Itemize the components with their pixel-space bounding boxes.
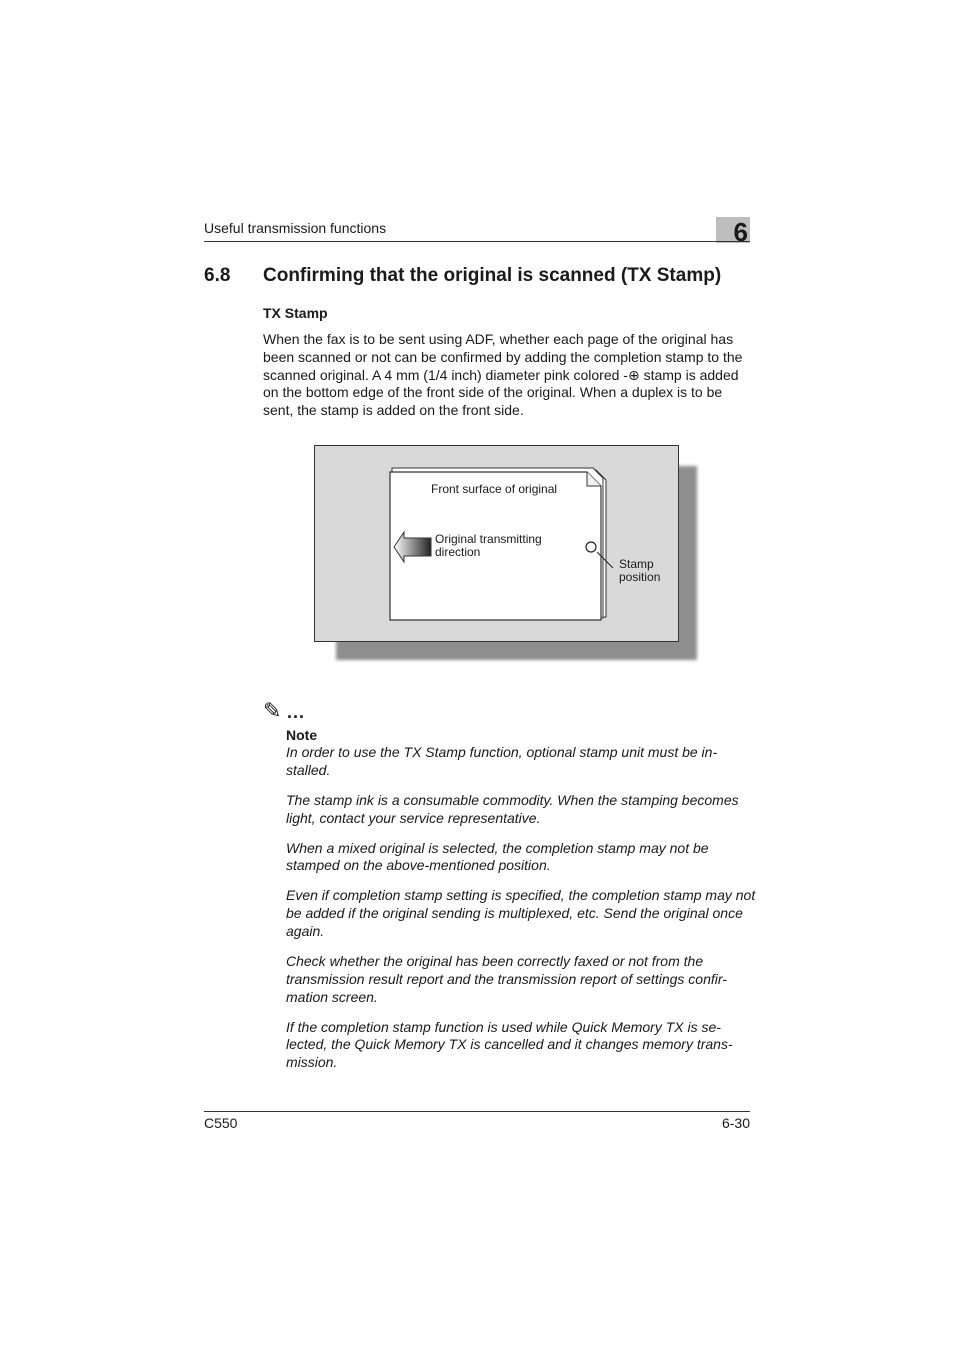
note-label: Note	[286, 727, 318, 743]
note-list	[286, 744, 756, 1084]
chapter-number-badge: 6	[716, 217, 750, 243]
body-paragraph: When the fax is to be sent using ADF, whether each page of the original has been scanned or not can be confirmed by adding the completion stamp to the scanned original. A 4 mm (1/4 inch) diameter pink colored -⊕ stamp is added on the bottom edge of the front side of the original. When a duplex is to be sent, the stamp is added on the front side.	[263, 331, 743, 419]
direction-label-line1: Original transmitting	[435, 532, 542, 546]
header-title: Useful transmission functions	[204, 220, 387, 236]
footer-divider	[204, 1111, 750, 1112]
footer-page-number: 6-30	[721, 1115, 750, 1131]
section-title: Confirming that the original is scanned (TX Stamp)	[263, 265, 722, 286]
stamp-position-circle	[586, 542, 596, 552]
direction-label-line2: direction	[435, 545, 481, 559]
footer-model: C550	[204, 1115, 238, 1131]
front-surface-label: Front surface of original	[431, 482, 558, 496]
note-ellipsis: ...	[287, 702, 306, 722]
note-item: If the completion stamp function is used while Quick Memory TX is se-lected, the Quick Memory TX is cancelled and it changes memory trans-mission.	[286, 1018, 733, 1071]
pencil-icon: ✎	[263, 698, 282, 723]
note-item: Check whether the original has been correctly faxed or not from the transmission result report and the transmission report of settings confir-mation screen.	[286, 952, 727, 1005]
note-item: In order to use the TX Stamp function, optional stamp unit must be in-stalled.	[286, 744, 718, 778]
header-divider	[204, 241, 750, 242]
stamp-label-line2: position	[619, 570, 661, 584]
subheading: TX Stamp	[263, 305, 328, 321]
section-number: 6.8	[204, 265, 231, 286]
note-item: Even if completion stamp setting is specified, the completion stamp may not be added if the original sending is multiplexed, etc. Send the original once again.	[286, 887, 756, 939]
stamp-label-line1: Stamp	[619, 557, 654, 571]
note-item: When a mixed original is selected, the completion stamp may not be stamped on the above-mentioned position.	[286, 839, 709, 874]
note-item: The stamp ink is a consumable commodity. When the stamping becomes light, contact your service representative.	[286, 791, 739, 826]
